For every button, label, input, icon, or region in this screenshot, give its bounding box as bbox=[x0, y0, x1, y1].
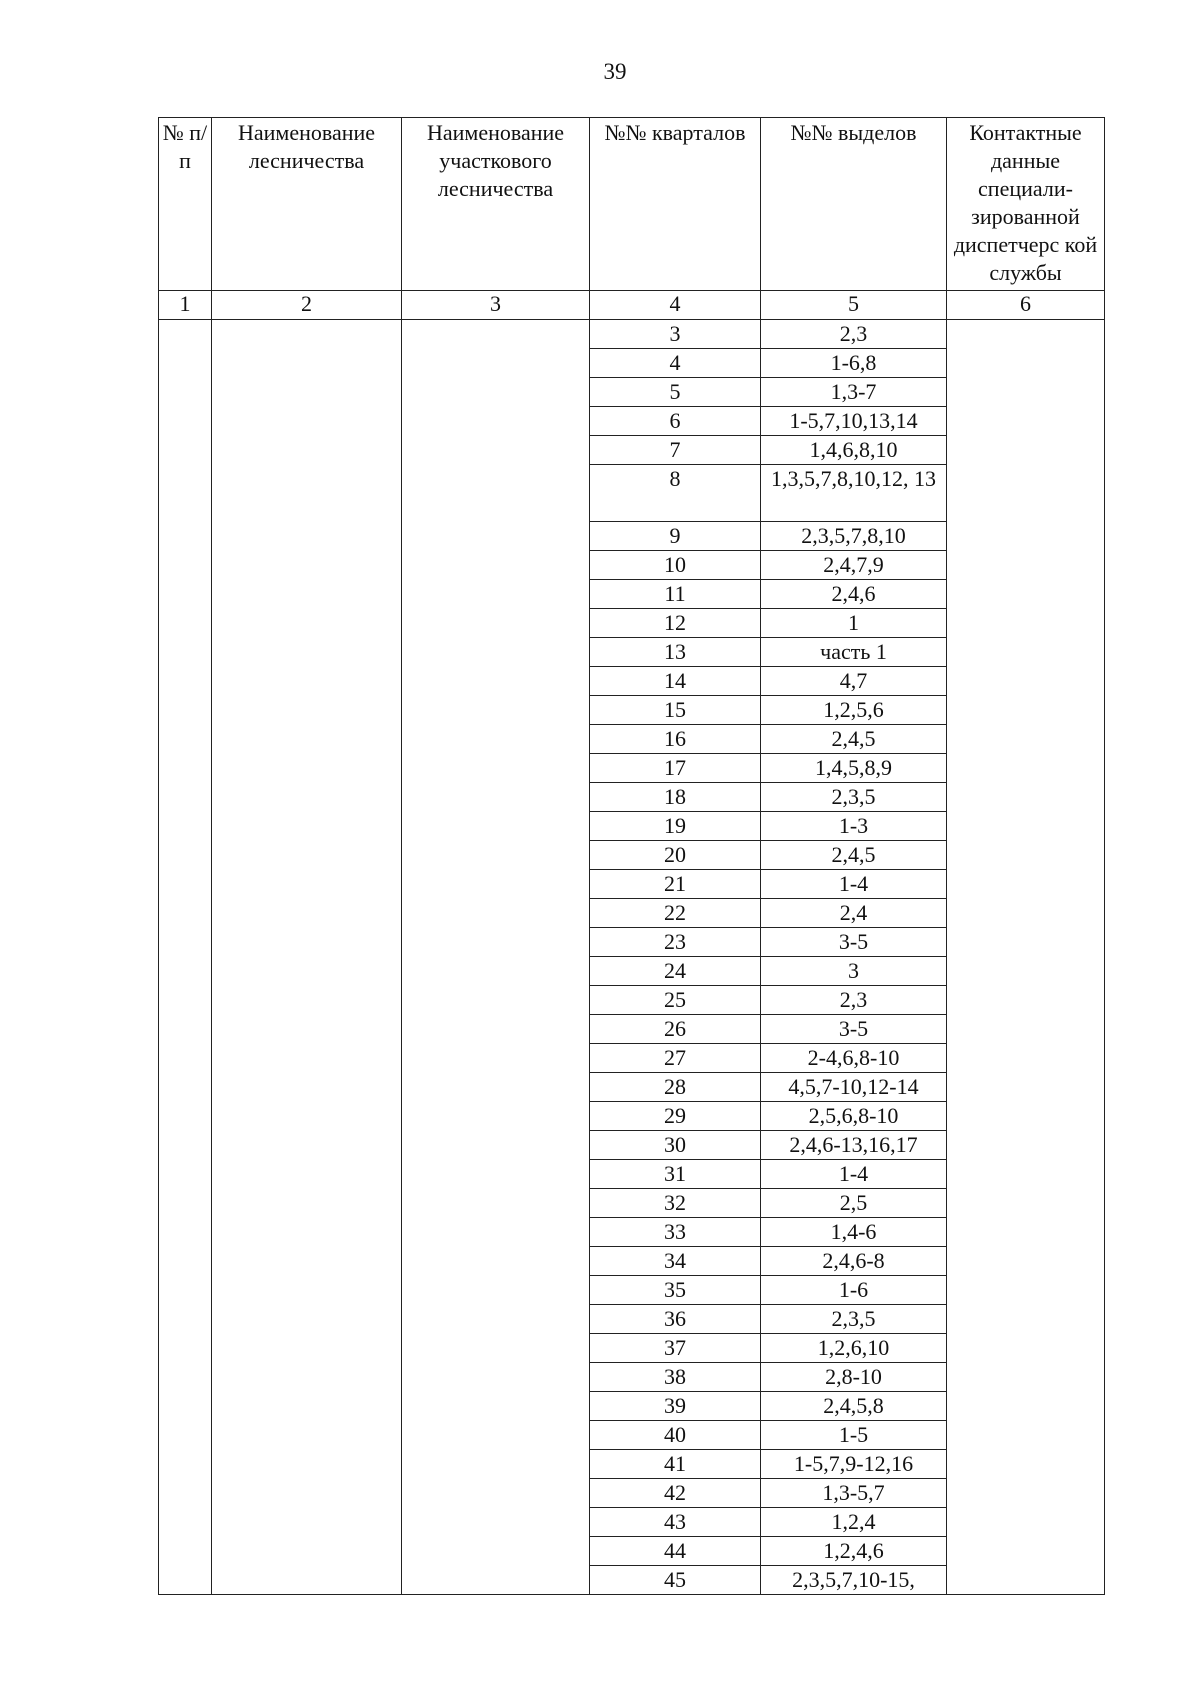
quarter-number-cell: 24 bbox=[590, 957, 761, 986]
quarter-number-cell: 17 bbox=[590, 754, 761, 783]
table-body bbox=[159, 320, 1105, 1595]
column-number: 3 bbox=[402, 291, 590, 320]
plot-numbers-cell: 1-3 bbox=[761, 812, 947, 841]
column-number: 6 bbox=[947, 291, 1105, 320]
plot-numbers-cell: 1,3-7 bbox=[761, 378, 947, 407]
column-number: 2 bbox=[212, 291, 402, 320]
page-number: 39 bbox=[603, 59, 627, 84]
plot-numbers-cell: 2,3,5,7,8,10 bbox=[761, 522, 947, 551]
quarter-number-cell: 7 bbox=[590, 436, 761, 465]
plot-numbers-cell: 2,3,5 bbox=[761, 1305, 947, 1334]
quarter-number-cell: 39 bbox=[590, 1392, 761, 1421]
quarter-number-cell: 33 bbox=[590, 1218, 761, 1247]
plot-numbers-cell: 1-4 bbox=[761, 1160, 947, 1189]
plot-numbers-cell: 4,7 bbox=[761, 667, 947, 696]
quarter-number-cell: 32 bbox=[590, 1189, 761, 1218]
quarter-number-cell: 5 bbox=[590, 378, 761, 407]
quarter-number-cell: 12 bbox=[590, 609, 761, 638]
plot-numbers-cell: 2,5,6,8-10 bbox=[761, 1102, 947, 1131]
plot-numbers-cell: 1,2,5,6 bbox=[761, 696, 947, 725]
header-forestry-name: Наименование лесничества bbox=[212, 118, 402, 291]
quarter-number-cell: 29 bbox=[590, 1102, 761, 1131]
plot-numbers-cell: 1-5,7,10,13,14 bbox=[761, 407, 947, 436]
plot-numbers-cell: часть 1 bbox=[761, 638, 947, 667]
quarter-number-cell: 35 bbox=[590, 1276, 761, 1305]
table-row bbox=[159, 320, 1105, 349]
plot-numbers-cell: 2,3,5,7,10-15, bbox=[761, 1566, 947, 1595]
column-number: 4 bbox=[590, 291, 761, 320]
plot-numbers-cell: 2,4,6 bbox=[761, 580, 947, 609]
dispatch-contacts-cell bbox=[947, 320, 1105, 1595]
quarter-number-cell: 27 bbox=[590, 1044, 761, 1073]
plot-numbers-cell: 2,4,6-8 bbox=[761, 1247, 947, 1276]
plot-numbers-cell: 2,4,7,9 bbox=[761, 551, 947, 580]
plot-numbers-cell: 2,4,5 bbox=[761, 725, 947, 754]
quarter-number-cell: 30 bbox=[590, 1131, 761, 1160]
quarter-number-cell: 40 bbox=[590, 1421, 761, 1450]
quarter-number-cell: 14 bbox=[590, 667, 761, 696]
plot-numbers-cell: 1,4,6,8,10 bbox=[761, 436, 947, 465]
quarter-number-cell: 16 bbox=[590, 725, 761, 754]
quarter-number-cell: 45 bbox=[590, 1566, 761, 1595]
quarter-number-cell: 3 bbox=[590, 320, 761, 349]
plot-numbers-cell: 1,4,5,8,9 bbox=[761, 754, 947, 783]
plot-numbers-cell: 3-5 bbox=[761, 928, 947, 957]
plot-numbers-cell: 2,3 bbox=[761, 320, 947, 349]
plot-numbers-cell: 4,5,7-10,12-14 bbox=[761, 1073, 947, 1102]
quarter-number-cell: 15 bbox=[590, 696, 761, 725]
plot-numbers-cell: 3-5 bbox=[761, 1015, 947, 1044]
quarter-number-cell: 44 bbox=[590, 1537, 761, 1566]
plot-numbers-cell: 2,4,6-13,16,17 bbox=[761, 1131, 947, 1160]
quarter-number-cell: 42 bbox=[590, 1479, 761, 1508]
plot-numbers-cell: 1-5 bbox=[761, 1421, 947, 1450]
quarter-number-cell: 21 bbox=[590, 870, 761, 899]
quarter-number-cell: 22 bbox=[590, 899, 761, 928]
plot-numbers-cell: 2-4,6,8-10 bbox=[761, 1044, 947, 1073]
plot-numbers-cell: 2,5 bbox=[761, 1189, 947, 1218]
quarter-number-cell: 37 bbox=[590, 1334, 761, 1363]
plot-numbers-cell: 1-6 bbox=[761, 1276, 947, 1305]
forest-quarters-table bbox=[158, 117, 1105, 1595]
quarter-number-cell: 20 bbox=[590, 841, 761, 870]
plot-numbers-cell: 1,2,6,10 bbox=[761, 1334, 947, 1363]
quarter-number-cell: 34 bbox=[590, 1247, 761, 1276]
header-district-forestry-name: Наименование участкового лесничества bbox=[402, 118, 590, 291]
plot-numbers-cell: 2,4,5,8 bbox=[761, 1392, 947, 1421]
forestry-cell bbox=[212, 320, 402, 1595]
quarter-number-cell: 38 bbox=[590, 1363, 761, 1392]
column-number: 1 bbox=[159, 291, 212, 320]
quarter-number-cell: 31 bbox=[590, 1160, 761, 1189]
quarter-number-cell: 9 bbox=[590, 522, 761, 551]
plot-numbers-cell: 2,4 bbox=[761, 899, 947, 928]
column-number: 5 bbox=[761, 291, 947, 320]
table-header-row bbox=[159, 118, 1105, 291]
district-forestry-cell bbox=[402, 320, 590, 1595]
plot-numbers-cell: 3 bbox=[761, 957, 947, 986]
plot-numbers-cell: 1,2,4,6 bbox=[761, 1537, 947, 1566]
quarter-number-cell: 41 bbox=[590, 1450, 761, 1479]
quarter-number-cell: 6 bbox=[590, 407, 761, 436]
quarter-number-cell: 19 bbox=[590, 812, 761, 841]
quarter-number-cell: 11 bbox=[590, 580, 761, 609]
quarter-number-cell: 43 bbox=[590, 1508, 761, 1537]
plot-numbers-cell: 2,4,5 bbox=[761, 841, 947, 870]
plot-numbers-cell: 1,3-5,7 bbox=[761, 1479, 947, 1508]
column-number-row bbox=[159, 291, 1105, 320]
number-cell bbox=[159, 320, 212, 1595]
quarter-number-cell: 4 bbox=[590, 349, 761, 378]
plot-numbers-cell: 1,4-6 bbox=[761, 1218, 947, 1247]
plot-numbers-cell: 1-4 bbox=[761, 870, 947, 899]
plot-numbers-cell: 1 bbox=[761, 609, 947, 638]
header-plot-numbers: №№ выделов bbox=[761, 118, 947, 291]
quarter-number-cell: 28 bbox=[590, 1073, 761, 1102]
quarter-number-cell: 13 bbox=[590, 638, 761, 667]
header-quarter-numbers: №№ кварталов bbox=[590, 118, 761, 291]
plot-numbers-cell: 1,2,4 bbox=[761, 1508, 947, 1537]
header-number: № п/п bbox=[159, 118, 212, 291]
quarter-number-cell: 8 bbox=[590, 465, 761, 522]
plot-numbers-cell: 1-6,8 bbox=[761, 349, 947, 378]
quarter-number-cell: 36 bbox=[590, 1305, 761, 1334]
plot-numbers-cell: 1,3,5,7,8,10,12, 13 bbox=[761, 465, 947, 522]
plot-numbers-cell: 1-5,7,9-12,16 bbox=[761, 1450, 947, 1479]
plot-numbers-cell: 2,8-10 bbox=[761, 1363, 947, 1392]
quarter-number-cell: 25 bbox=[590, 986, 761, 1015]
header-dispatch-contacts: Контактные данные специали-зированной диспетчерс кой службы bbox=[947, 118, 1105, 291]
quarter-number-cell: 26 bbox=[590, 1015, 761, 1044]
quarter-number-cell: 10 bbox=[590, 551, 761, 580]
quarter-number-cell: 18 bbox=[590, 783, 761, 812]
plot-numbers-cell: 2,3,5 bbox=[761, 783, 947, 812]
plot-numbers-cell: 2,3 bbox=[761, 986, 947, 1015]
quarter-number-cell: 23 bbox=[590, 928, 761, 957]
